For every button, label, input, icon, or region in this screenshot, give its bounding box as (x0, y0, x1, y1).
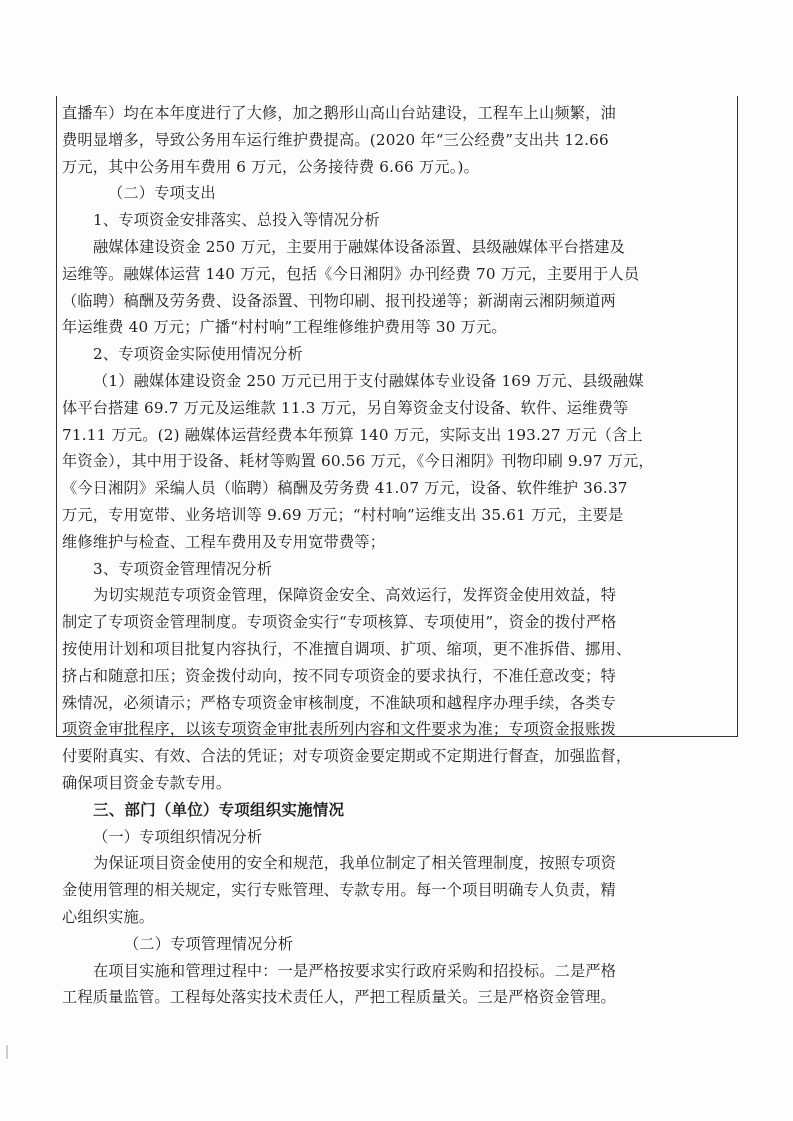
text-line: 项资金审批程序，以该专项资金审批表所列内容和文件要求为准；专项资金报账拨 (62, 720, 616, 739)
text-line: 直播车）均在本年度进行了大修，加之鹅形山高山台站建设，工程车上山频繁，油 (62, 104, 616, 122)
section-heading: （二）专项管理情况分析 (124, 934, 294, 953)
text-line: 万元，其中公务用车费用 6 万元，公务接待费 6.66 万元。)。 (62, 157, 480, 176)
text-line: （1）融媒体建设资金 250 万元已用于支付融媒体专业设备 169 万元、县级融媒 (93, 371, 644, 390)
subsection-heading: 1、专项资金安排落实、总投入等情况分析 (93, 211, 380, 230)
text-line: 殊情况，必须请示；严格专项资金审核制度，不准缺项和越程序办理手续，各类专 (62, 693, 616, 712)
text-line: 年资金），其中用于设备、耗材等购置 60.56 万元，《今日湘阴》刊物印刷 9.97 万元， (62, 452, 654, 471)
text-line: 费明显增多，导致公务用车运行维护费提高。(2020 年“三公经费”支出共 12.66 (62, 130, 609, 149)
text-line: 在项目实施和管理过程中：一是严格按要求实行政府采购和招投标。二是严格 (93, 961, 617, 980)
subsection-heading: 2、专项资金实际使用情况分析 (93, 345, 303, 364)
text-line: 《今日湘阴》采编人员（临聘）稿酬及劳务费 41.07 万元，设备、软件维护 36.37 (62, 479, 628, 498)
chapter-heading: 三、部门（单位）专项组织实施情况 (93, 800, 345, 819)
text-line: 为保证项目资金使用的安全和规范，我单位制定了相关管理制度，按照专项资 (93, 854, 617, 873)
scan-margin-mark (6, 1045, 8, 1059)
text-line: 金使用管理的相关规定，实行专账管理、专款专用。每一个项目明确专人负责，精 (62, 881, 616, 900)
text-line: 体平台搭建 69.7 万元及运维款 11.3 万元，另自筹资金支付设备、软件、运维费等 (62, 398, 629, 417)
text-line: 付要附真实、有效、合法的凭证；对专项资金要定期或不定期进行督查，加强监督， (62, 747, 632, 766)
text-line: 心组织实施。 (62, 907, 155, 926)
text-line: 融媒体建设资金 250 万元，主要用于融媒体设备添置、县级融媒体平台搭建及 (93, 237, 626, 256)
subsection-heading: 3、专项资金管理情况分析 (93, 559, 273, 578)
text-line: 年运维费 40 万元；广播“村村响”工程维修维护费用等 30 万元。 (62, 318, 507, 337)
text-line: 确保项目资金专款专用。 (62, 773, 232, 792)
text-line: 挤占和随意扣压；资金拨付动向，按不同专项资金的要求执行，不准任意改变；特 (62, 666, 616, 685)
text-line: 工程质量监管。工程每处落实技术责任人，严把工程质量关。三是严格资金管理。 (62, 988, 616, 1007)
document-body (62, 100, 732, 1011)
text-line: 万元，专用宽带、业务培训等 9.69 万元；“村村响”运维支出 35.61 万元，主要是 (62, 505, 624, 524)
text-line: 按使用计划和项目批复内容执行，不准擅自调项、扩项、缩项，更不准拆借、挪用、 (62, 639, 632, 658)
text-line: 71.11 万元。(2) 融媒体运营经费本年预算 140 万元，实际支出 193.27 万元（含上 (62, 425, 643, 444)
section-heading: （二）专项支出 (108, 184, 216, 203)
section-heading: （一）专项组织情况分析 (93, 827, 263, 846)
text-line: 制定了专项资金管理制度。专项资金实行“专项核算、专项使用”，资金的拨付严格 (62, 613, 617, 632)
text-line: 为切实规范专项资金管理，保障资金安全、高效运行，发挥资金使用效益，特 (93, 586, 617, 605)
text-line: 运维等。融媒体运营 140 万元，包括《今日湘阴》办刊经费 70 万元，主要用于人员 (62, 264, 640, 283)
text-line: （临聘）稿酬及劳务费、设备添置、刊物印刷、报刊投递等；新湖南云湘阴频道两 (62, 291, 616, 310)
text-line: 维修维护与检查、工程车费用及专用宽带费等； (62, 532, 386, 551)
